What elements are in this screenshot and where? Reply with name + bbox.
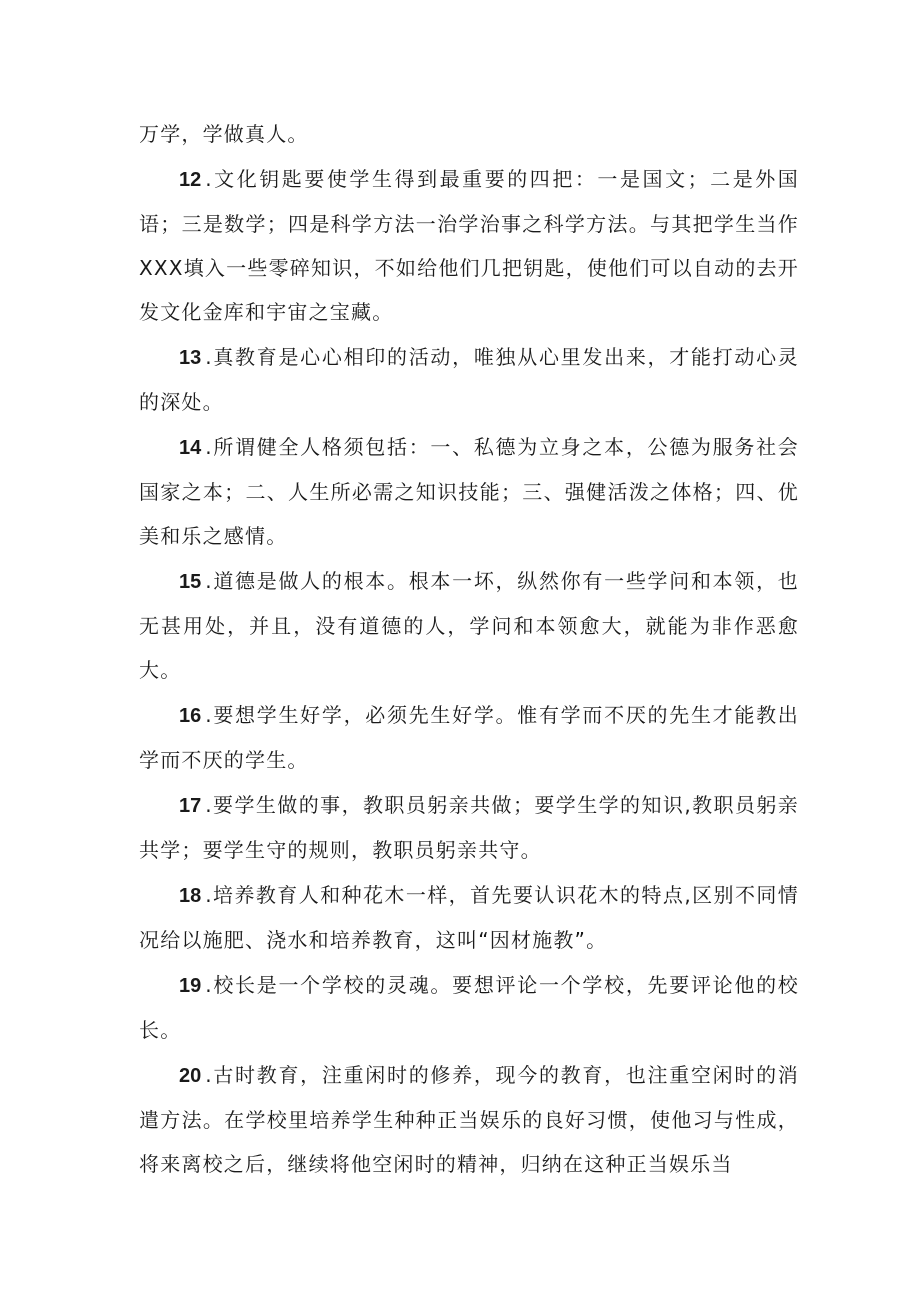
item-text: .道德是做人的根本。根本一坏，纵然你有一些学问和本领，也无甚用处，并且，没有道德的人，学问和本领愈大，就能为非作恶愈大。 — [139, 569, 799, 682]
item-number: 20 — [179, 1065, 202, 1087]
list-item — [139, 783, 799, 872]
item-text: .要学生做的事，教职员躬亲共做；要学生学的知识,教职员躬亲共学；要学生守的规则，教职员躬亲共守。 — [139, 793, 799, 862]
item-number: 16 — [179, 705, 202, 727]
item-number: 19 — [179, 975, 202, 997]
list-item — [139, 963, 799, 1052]
item-number: 13 — [179, 347, 202, 369]
lead-text: 万学，学做真人。 — [139, 122, 309, 146]
list-item — [139, 335, 799, 424]
item-text: .古时教育，注重闲时的修养，现今的教育，也注重空闲时的消遣方法。在学校里培养学生种种正当娱乐的良好习惯，使他习与性成，将来离校之后，继续将他空闲时的精神，归纳在这种正当娱乐当 — [139, 1063, 799, 1176]
item-number: 17 — [179, 795, 202, 817]
list-item — [139, 873, 799, 962]
lead-paragraph — [139, 112, 799, 156]
item-number: 18 — [179, 885, 202, 907]
list-item — [139, 1053, 799, 1186]
list-item — [139, 425, 799, 558]
item-text: .文化钥匙要使学生得到最重要的四把：一是国文；二是外国语；三是数学；四是科学方法一治学治事之科学方法。与其把学生当作XXX填入一些零碎知识，不如给他们几把钥匙，使他们可以自动的去开发文化金库和宇宙之宝藏。 — [139, 167, 799, 324]
item-number: 14 — [179, 437, 202, 459]
document-body — [139, 112, 799, 1187]
item-number: 15 — [179, 571, 202, 593]
item-text: .所谓健全人格须包括：一、私德为立身之本，公德为服务社会国家之本；二、人生所必需之知识技能；三、强健活泼之体格；四、优美和乐之感情。 — [139, 435, 799, 548]
list-item — [139, 157, 799, 334]
item-text: .要想学生好学，必须先生好学。惟有学而不厌的先生才能教出学而不厌的学生。 — [139, 703, 799, 772]
item-text: .培养教育人和种花木一样，首先要认识花木的特点,区别不同情况给以施肥、浇水和培养教育，这叫“因材施教”。 — [139, 883, 799, 952]
item-number: 12 — [179, 169, 202, 191]
item-text: .真教育是心心相印的活动，唯独从心里发出来，才能打动心灵的深处。 — [139, 345, 799, 414]
list-item — [139, 693, 799, 782]
item-text: .校长是一个学校的灵魂。要想评论一个学校，先要评论他的校长。 — [139, 973, 799, 1042]
list-item — [139, 559, 799, 692]
